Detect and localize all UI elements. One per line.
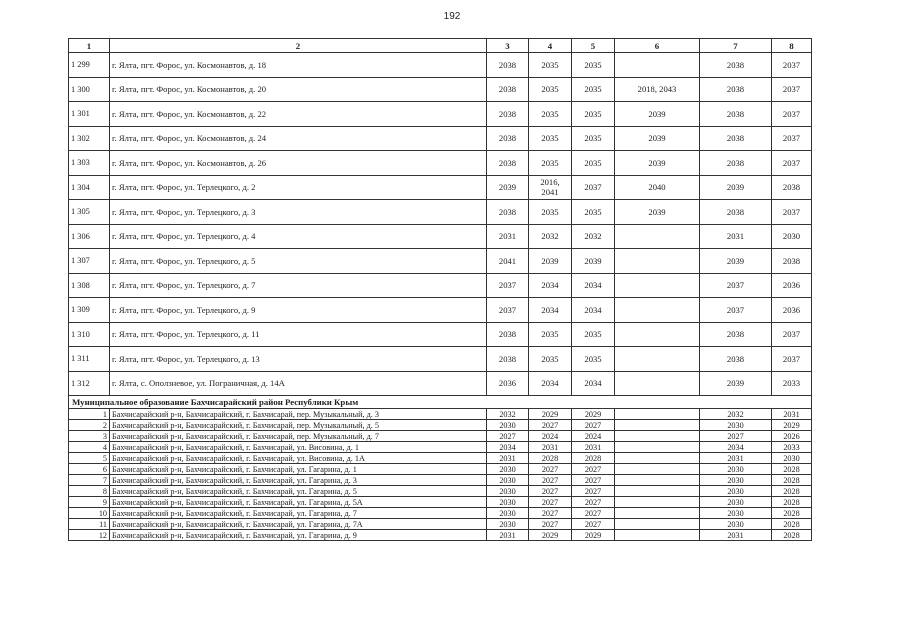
page-number: 192 [443, 11, 461, 22]
row-number: 9 [69, 497, 110, 508]
year-cell [615, 420, 700, 431]
year-cell: 2038 [487, 347, 529, 372]
table-row [69, 442, 812, 453]
year-cell: 2035 [572, 102, 615, 127]
year-cell: 2030 [487, 508, 529, 519]
year-cell: 2035 [529, 53, 572, 78]
year-cell: 2034 [572, 371, 615, 396]
table-row [69, 508, 812, 519]
table-row [69, 431, 812, 442]
address-cell: г. Ялта, пгт. Форос, ул. Терлецкого, д. 5 [110, 249, 487, 274]
table-row [69, 530, 812, 541]
year-cell: 2033 [772, 442, 812, 453]
year-cell: 2028 [772, 519, 812, 530]
row-number: 12 [69, 530, 110, 541]
year-cell [615, 453, 700, 464]
year-cell: 2036 [772, 298, 812, 323]
year-cell: 2027 [529, 508, 572, 519]
year-cell: 2027 [572, 508, 615, 519]
year-cell: 2041 [487, 249, 529, 274]
year-cell: 2037 [772, 322, 812, 347]
year-cell: 2030 [487, 475, 529, 486]
year-cell [615, 508, 700, 519]
year-cell: 2029 [772, 420, 812, 431]
year-cell: 2037 [572, 175, 615, 200]
year-cell: 2032 [529, 224, 572, 249]
year-cell: 2030 [700, 497, 772, 508]
year-cell [615, 273, 700, 298]
table-row [69, 126, 812, 151]
year-cell: 2031 [487, 530, 529, 541]
address-cell: Бахчисарайский р-н, Бахчисарайский, г. Бахчисарай, ул. Гагарина, д. 3 [110, 475, 487, 486]
year-cell: 2037 [700, 273, 772, 298]
address-cell: Бахчисарайский р-н, Бахчисарайский, г. Бахчисарай, пер. Музыкальный, д. 3 [110, 409, 487, 420]
address-cell: Бахчисарайский р-н, Бахчисарайский, г. Бахчисарай, ул. Гагарина, д. 9 [110, 530, 487, 541]
table-row [69, 464, 812, 475]
year-cell: 2027 [572, 464, 615, 475]
year-cell: 2039 [615, 102, 700, 127]
row-number: 1 312 [69, 371, 110, 396]
year-cell: 2028 [772, 486, 812, 497]
address-cell: г. Ялта, пгт. Форос, ул. Космонавтов, д. 18 [110, 53, 487, 78]
year-cell: 2032 [700, 409, 772, 420]
year-cell [615, 322, 700, 347]
address-cell: Бахчисарайский р-н, Бахчисарайский, г. Бахчисарай, ул. Гагарина, д. 7А [110, 519, 487, 530]
year-cell: 2031 [487, 224, 529, 249]
year-cell: 2039 [615, 126, 700, 151]
year-cell: 2039 [700, 175, 772, 200]
year-cell: 2028 [772, 508, 812, 519]
year-cell: 2031 [700, 224, 772, 249]
table-row [69, 151, 812, 176]
year-cell [615, 298, 700, 323]
year-cell: 2029 [529, 530, 572, 541]
table-row [69, 420, 812, 431]
year-cell: 2035 [572, 77, 615, 102]
year-cell: 2027 [572, 497, 615, 508]
address-cell: г. Ялта, пгт. Форос, ул. Терлецкого, д. 9 [110, 298, 487, 323]
year-cell [615, 519, 700, 530]
row-number: 8 [69, 486, 110, 497]
year-cell: 2032 [487, 409, 529, 420]
year-cell: 2030 [487, 420, 529, 431]
year-cell: 2038 [700, 77, 772, 102]
year-cell [615, 409, 700, 420]
year-cell: 2035 [572, 126, 615, 151]
year-cell: 2037 [772, 126, 812, 151]
year-line: 2041 [541, 187, 559, 198]
year-cell: 2034 [529, 273, 572, 298]
year-cell: 2030 [487, 486, 529, 497]
column-number: 4 [529, 39, 572, 53]
year-cell: 2031 [487, 453, 529, 464]
year-cell: 2035 [572, 200, 615, 225]
year-cell: 2035 [529, 322, 572, 347]
row-number: 2 [69, 420, 110, 431]
year-cell: 2029 [529, 409, 572, 420]
year-cell: 2035 [572, 151, 615, 176]
year-cell [615, 53, 700, 78]
year-cell: 2037 [700, 298, 772, 323]
row-number: 1 300 [69, 77, 110, 102]
year-cell: 2035 [529, 200, 572, 225]
row-number: 1 307 [69, 249, 110, 274]
row-number: 1 306 [69, 224, 110, 249]
register-table [68, 38, 812, 541]
year-cell: 2030 [700, 475, 772, 486]
address-cell: г. Ялта, пгт. Форос, ул. Космонавтов, д. 24 [110, 126, 487, 151]
year-cell: 2028 [572, 453, 615, 464]
column-number-row [69, 39, 812, 53]
row-number: 10 [69, 508, 110, 519]
table-row [69, 453, 812, 464]
year-cell: 2028 [529, 453, 572, 464]
year-cell: 2038 [487, 151, 529, 176]
year-cell: 2031 [572, 442, 615, 453]
year-cell: 2027 [572, 486, 615, 497]
row-number: 1 304 [69, 175, 110, 200]
column-number: 1 [69, 39, 110, 53]
year-cell: 2038 [487, 126, 529, 151]
year-cell [615, 224, 700, 249]
row-number: 1 302 [69, 126, 110, 151]
year-cell: 2030 [700, 508, 772, 519]
year-cell [615, 464, 700, 475]
address-cell: г. Ялта, пгт. Форос, ул. Космонавтов, д. 20 [110, 77, 487, 102]
year-cell: 2035 [572, 322, 615, 347]
table-row [69, 175, 812, 200]
year-cell: 2030 [700, 486, 772, 497]
year-cell: 2027 [529, 497, 572, 508]
table-row [69, 347, 812, 372]
year-cell: 2030 [487, 519, 529, 530]
address-cell: г. Ялта, пгт. Форос, ул. Космонавтов, д. 22 [110, 102, 487, 127]
year-cell: 2029 [572, 409, 615, 420]
table-row [69, 475, 812, 486]
year-cell: 2038 [700, 126, 772, 151]
year-cell: 2039 [700, 371, 772, 396]
year-cell: 2038 [772, 249, 812, 274]
year-cell: 2027 [700, 431, 772, 442]
year-cell: 2031 [700, 453, 772, 464]
year-cell: 2038 [700, 53, 772, 78]
address-cell: г. Ялта, пгт. Форос, ул. Терлецкого, д. 7 [110, 273, 487, 298]
address-cell: Бахчисарайский р-н, Бахчисарайский, г. Бахчисарай, ул. Гагарина, д. 7 [110, 508, 487, 519]
year-cell: 2030 [487, 497, 529, 508]
table-body [69, 39, 812, 541]
year-cell: 2034 [529, 298, 572, 323]
year-cell: 2038 [487, 53, 529, 78]
year-cell: 2034 [572, 298, 615, 323]
row-number: 1 303 [69, 151, 110, 176]
year-cell: 2039 [487, 175, 529, 200]
year-cell: 2038 [700, 102, 772, 127]
year-cell: 2038 [700, 347, 772, 372]
table-row [69, 298, 812, 323]
table-row [69, 519, 812, 530]
year-cell: 2030 [772, 224, 812, 249]
year-cell: 2035 [529, 77, 572, 102]
year-cell: 2027 [572, 519, 615, 530]
address-cell: г. Ялта, пгт. Форос, ул. Терлецкого, д. 2 [110, 175, 487, 200]
year-cell: 2027 [529, 519, 572, 530]
row-number: 1 308 [69, 273, 110, 298]
row-number: 11 [69, 519, 110, 530]
table-row [69, 486, 812, 497]
row-number: 1 309 [69, 298, 110, 323]
year-cell: 2038 [487, 102, 529, 127]
year-cell: 2039 [700, 249, 772, 274]
address-cell: г. Ялта, пгт. Форос, ул. Терлецкого, д. 13 [110, 347, 487, 372]
year-cell: 2032 [572, 224, 615, 249]
table-row [69, 77, 812, 102]
row-number: 5 [69, 453, 110, 464]
year-cell: 2027 [529, 464, 572, 475]
table-row [69, 409, 812, 420]
table-row [69, 224, 812, 249]
year-cell: 2024 [529, 431, 572, 442]
address-cell: Бахчисарайский р-н, Бахчисарайский, г. Бахчисарай, ул. Висовина, д. 1А [110, 453, 487, 464]
year-line: 2016, [540, 177, 560, 188]
year-cell [615, 249, 700, 274]
row-number: 1 310 [69, 322, 110, 347]
year-cell: 2038 [487, 200, 529, 225]
year-cell: 2035 [529, 347, 572, 372]
year-cell: 2037 [772, 347, 812, 372]
year-cell: 2030 [700, 420, 772, 431]
year-cell: 2034 [529, 371, 572, 396]
year-cell [615, 475, 700, 486]
year-cell: 2028 [772, 475, 812, 486]
year-cell: 2037 [772, 53, 812, 78]
address-cell: Бахчисарайский р-н, Бахчисарайский, г. Бахчисарай, ул. Гагарина, д. 5А [110, 497, 487, 508]
year-cell: 2039 [615, 151, 700, 176]
year-cell: 2037 [772, 77, 812, 102]
year-cell: 2038 [772, 175, 812, 200]
year-cell [615, 347, 700, 372]
address-cell: Бахчисарайский р-н, Бахчисарайский, г. Бахчисарай, пер. Музыкальный, д. 7 [110, 431, 487, 442]
year-cell [615, 431, 700, 442]
table-row [69, 102, 812, 127]
year-cell: 2027 [529, 475, 572, 486]
year-cell: 2030 [487, 464, 529, 475]
section-title: Муниципальное образование Бахчисарайский район Республики Крым [69, 396, 812, 409]
address-cell: г. Ялта, пгт. Форос, ул. Терлецкого, д. 3 [110, 200, 487, 225]
table-row [69, 497, 812, 508]
year-cell: 2035 [529, 126, 572, 151]
year-cell: 2037 [487, 273, 529, 298]
year-cell [615, 371, 700, 396]
year-cell: 2039 [572, 249, 615, 274]
year-cell: 2018, 2043 [615, 77, 700, 102]
row-number: 1 299 [69, 53, 110, 78]
year-cell [615, 530, 700, 541]
year-cell: 2027 [529, 486, 572, 497]
year-cell: 2038 [487, 77, 529, 102]
year-cell [615, 442, 700, 453]
table-row [69, 273, 812, 298]
year-cell: 2028 [772, 464, 812, 475]
address-cell: Бахчисарайский р-н, Бахчисарайский, г. Бахчисарай, ул. Гагарина, д. 1 [110, 464, 487, 475]
year-cell: 2024 [572, 431, 615, 442]
year-cell: 2036 [487, 371, 529, 396]
table-row [69, 249, 812, 274]
year-cell: 2034 [487, 442, 529, 453]
year-cell: 2035 [572, 53, 615, 78]
year-cell: 2038 [700, 200, 772, 225]
year-cell: 2035 [572, 347, 615, 372]
year-cell: 2037 [487, 298, 529, 323]
year-cell: 2037 [772, 200, 812, 225]
column-number: 2 [110, 39, 487, 53]
year-cell: 2027 [487, 431, 529, 442]
row-number: 4 [69, 442, 110, 453]
address-cell: г. Ялта, пгт. Форос, ул. Терлецкого, д. 4 [110, 224, 487, 249]
address-cell: Бахчисарайский р-н, Бахчисарайский, г. Бахчисарай, пер. Музыкальный, д. 5 [110, 420, 487, 431]
address-cell: г. Ялта, пгт. Форос, ул. Космонавтов, д. 26 [110, 151, 487, 176]
year-cell: 2030 [772, 453, 812, 464]
year-cell: 2034 [700, 442, 772, 453]
column-number: 8 [772, 39, 812, 53]
year-cell: 2037 [772, 151, 812, 176]
year-cell: 2039 [615, 200, 700, 225]
year-cell: 2027 [529, 420, 572, 431]
year-cell: 2036 [772, 273, 812, 298]
year-cell: 2030 [700, 519, 772, 530]
column-number: 6 [615, 39, 700, 53]
year-cell: 2031 [529, 442, 572, 453]
year-cell [615, 486, 700, 497]
year-cell: 2031 [772, 409, 812, 420]
table-row [69, 371, 812, 396]
year-cell: 2028 [772, 497, 812, 508]
table-row [69, 53, 812, 78]
row-number: 7 [69, 475, 110, 486]
row-number: 1 305 [69, 200, 110, 225]
year-cell: 2031 [700, 530, 772, 541]
year-cell: 2038 [700, 322, 772, 347]
year-cell: 2039 [529, 249, 572, 274]
column-number: 7 [700, 39, 772, 53]
row-number: 3 [69, 431, 110, 442]
table-row [69, 200, 812, 225]
column-number: 3 [487, 39, 529, 53]
row-number: 1 311 [69, 347, 110, 372]
column-number: 5 [572, 39, 615, 53]
address-cell: Бахчисарайский р-н, Бахчисарайский, г. Бахчисарай, ул. Гагарина, д. 5 [110, 486, 487, 497]
table-row [69, 322, 812, 347]
year-cell: 2040 [615, 175, 700, 200]
year-cell: 2029 [572, 530, 615, 541]
year-cell: 2026 [772, 431, 812, 442]
year-cell: 2028 [772, 530, 812, 541]
address-cell: Бахчисарайский р-н, Бахчисарайский, г. Бахчисарай, ул. Висовина, д. 1 [110, 442, 487, 453]
row-number: 6 [69, 464, 110, 475]
year-cell: 2027 [572, 420, 615, 431]
year-cell: 2030 [700, 464, 772, 475]
year-cell: 2038 [700, 151, 772, 176]
address-cell: г. Ялта, пгт. Форос, ул. Терлецкого, д. 11 [110, 322, 487, 347]
year-cell [529, 175, 572, 200]
row-number: 1 [69, 409, 110, 420]
address-cell: г. Ялта, с. Оползневое, ул. Пограничная, д. 14А [110, 371, 487, 396]
year-cell: 2035 [529, 151, 572, 176]
row-number: 1 301 [69, 102, 110, 127]
year-cell: 2027 [572, 475, 615, 486]
year-cell: 2033 [772, 371, 812, 396]
year-cell [615, 497, 700, 508]
year-cell: 2035 [529, 102, 572, 127]
year-cell: 2034 [572, 273, 615, 298]
section-header-row [69, 396, 812, 409]
year-cell: 2038 [487, 322, 529, 347]
year-cell: 2037 [772, 102, 812, 127]
